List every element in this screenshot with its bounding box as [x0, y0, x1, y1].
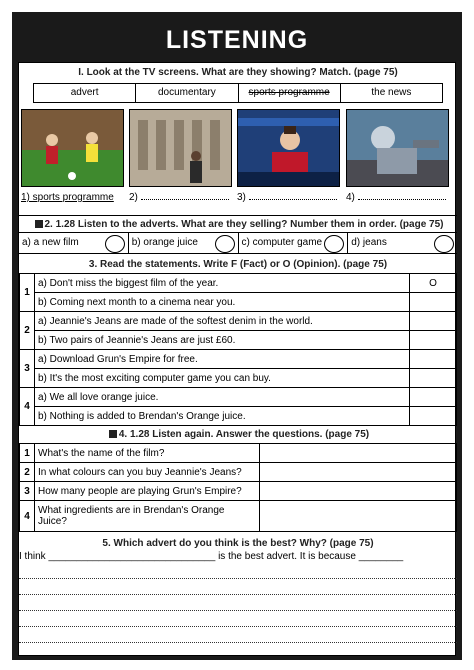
- writing-line[interactable]: [19, 610, 457, 611]
- writing-line[interactable]: [19, 578, 457, 579]
- fact-opinion-table: [19, 273, 457, 426]
- worksheet: [18, 62, 456, 656]
- question: What's the name of the film?: [35, 444, 260, 463]
- products-row: [19, 232, 457, 254]
- question-number: 3: [20, 482, 35, 501]
- answer-cell[interactable]: [410, 388, 457, 407]
- speaker-icon: [35, 220, 43, 228]
- robot-game-image: [347, 110, 449, 187]
- product-jeans: d) jeans: [348, 233, 457, 253]
- tv-screen-game: [346, 109, 449, 187]
- question-number: 4: [20, 501, 35, 532]
- section2-heading: 2. 1.28 Listen to the adverts. What are they selling? Number them in order. (page 75): [19, 215, 457, 230]
- question: What ingredients are in Brendan's Orange Juice?: [35, 501, 260, 532]
- tv-answer-1[interactable]: 1) sports programme: [21, 192, 114, 203]
- row-number: 1: [20, 274, 35, 312]
- answer-cell[interactable]: [260, 482, 457, 501]
- product-film: a) a new film: [19, 233, 129, 253]
- football-image: [22, 110, 124, 187]
- statement: b) Coming next month to a cinema near you.: [35, 293, 410, 312]
- statement: b) Two pairs of Jeannie's Jeans are just £60.: [35, 331, 410, 350]
- row-number: 4: [20, 388, 35, 426]
- answer-cell[interactable]: [260, 463, 457, 482]
- statement: a) We all love orange juice.: [35, 388, 410, 407]
- tv-answer-4[interactable]: 4): [346, 192, 446, 203]
- answer-cell[interactable]: [410, 293, 457, 312]
- statement: b) It's the most exciting computer game you can buy.: [35, 369, 410, 388]
- answer-cell[interactable]: [410, 312, 457, 331]
- order-circle[interactable]: [105, 235, 125, 253]
- statement: a) Jeannie's Jeans are made of the softest denim in the world.: [35, 312, 410, 331]
- statement: a) Don't miss the biggest film of the year.: [35, 274, 410, 293]
- row-number: 2: [20, 312, 35, 350]
- word-bank: [33, 83, 443, 103]
- answer-cell[interactable]: [260, 501, 457, 532]
- questions-table: [19, 443, 457, 532]
- row-number: 3: [20, 350, 35, 388]
- answer-cell[interactable]: [410, 350, 457, 369]
- answer-cell[interactable]: [260, 444, 457, 463]
- page-title: LISTENING: [165, 26, 309, 54]
- order-circle[interactable]: [324, 235, 344, 253]
- answer-cell[interactable]: O: [410, 274, 457, 293]
- section3-heading: 3. Read the statements. Write F (Fact) or O (Opinion). (page 75): [88, 259, 388, 270]
- question-number: 1: [20, 444, 35, 463]
- writing-line[interactable]: [19, 594, 457, 595]
- ruins-image: [130, 110, 232, 187]
- word-sports-programme: sports programme: [239, 84, 341, 102]
- section4-heading: 4. 1.28 Listen again. Answer the questions. (page 75): [19, 429, 457, 440]
- section5-heading: 5. Which advert do you think is the best? Why? (page 75): [102, 538, 374, 549]
- question: How many people are playing Grun's Empire?: [35, 482, 260, 501]
- answer-cell[interactable]: [410, 407, 457, 426]
- product-game: c) computer game: [239, 233, 349, 253]
- question: In what colours can you buy Jeannie's Jeans?: [35, 463, 260, 482]
- opinion-sentence[interactable]: I think ______________________________ is the best advert. It is because ________: [19, 551, 404, 562]
- section1-heading: I. Look at the TV screens. What are they showing? Match. (page 75): [78, 67, 398, 78]
- word-documentary: documentary: [136, 84, 238, 102]
- word-advert: advert: [34, 84, 136, 102]
- statement: b) Nothing is added to Brendan's Orange juice.: [35, 407, 410, 426]
- product-juice: b) orange juice: [129, 233, 239, 253]
- answer-cell[interactable]: [410, 369, 457, 388]
- question-number: 2: [20, 463, 35, 482]
- writing-line[interactable]: [19, 642, 457, 643]
- statement: a) Download Grun's Empire for free.: [35, 350, 410, 369]
- newsreader-image: [238, 110, 340, 187]
- brand-label: teacherfiera.com™: [187, 2, 287, 14]
- tv-screen-ruins: [129, 109, 232, 187]
- word-news: the news: [371, 87, 412, 98]
- order-circle[interactable]: [434, 235, 454, 253]
- writing-line[interactable]: [19, 626, 457, 627]
- speaker-icon: [109, 430, 117, 438]
- tv-screen-news: [237, 109, 340, 187]
- tv-screen-football: [21, 109, 124, 187]
- order-circle[interactable]: [215, 235, 235, 253]
- answer-cell[interactable]: [410, 331, 457, 350]
- tv-answer-3[interactable]: 3): [237, 192, 337, 203]
- tv-answer-2[interactable]: 2): [129, 192, 229, 203]
